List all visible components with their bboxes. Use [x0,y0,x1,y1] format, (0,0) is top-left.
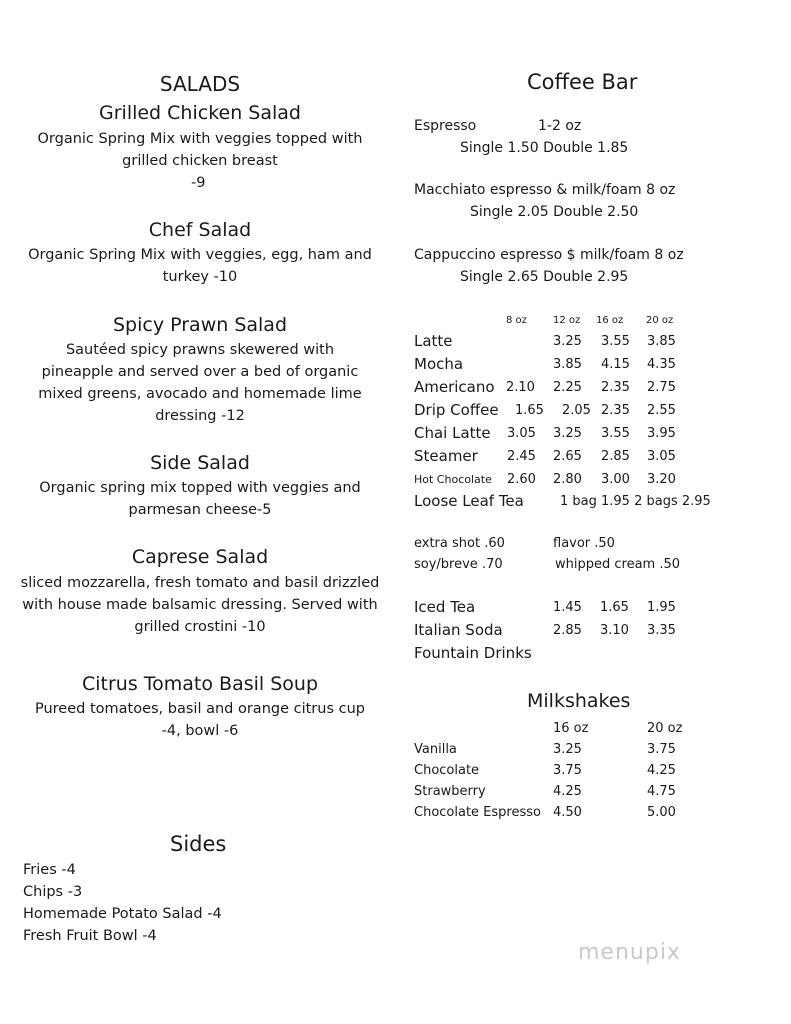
salad-title: Side Salad [150,452,250,474]
side-item: Fries -4 [23,862,76,878]
size-header: 16 oz [553,721,589,736]
drink-name: Drip Coffee [414,401,499,419]
soup-title: Citrus Tomato Basil Soup [81,673,318,695]
price: 3.85 [553,357,582,372]
price: 5.00 [647,805,676,820]
size-header: 20 oz [647,721,683,736]
price: 4.50 [553,805,582,820]
price: 4.15 [601,357,630,372]
price: 1.65 [600,600,629,615]
watermark: menupix [578,940,681,965]
price: 3.05 [647,449,676,464]
drink-name: Chai Latte [414,424,491,442]
drink-name: Hot Chocolate [414,473,492,486]
price: 3.25 [553,742,582,757]
price: 2.35 [601,403,630,418]
drink-name: Italian Soda [414,621,503,639]
price: 3.25 [553,426,582,441]
price: 1.65 [515,403,544,418]
price: 2.45 [507,449,536,464]
price: 4.25 [647,763,676,778]
price: 2.85 [553,623,582,638]
price: 2.75 [647,380,676,395]
price: 2.60 [507,472,536,487]
price: 4.25 [553,784,582,799]
price: 4.35 [647,357,676,372]
cappuccino-prices: Single 2.65 Double 2.95 [460,269,629,285]
extra-item: flavor .50 [553,536,615,551]
size-header: 20 oz [646,315,674,326]
espresso-name: Espresso [414,118,477,134]
price: 3.75 [553,763,582,778]
size-header: 8 oz [506,315,527,326]
price: 3.55 [601,334,630,349]
salad-desc: Organic Spring Mix with veggies topped with grilled chicken breast [37,131,363,169]
salad-title: Grilled Chicken Salad [99,102,301,124]
drink-name: Latte [414,332,453,350]
milkshake-name: Chocolate Espresso [414,805,541,820]
price: 3.00 [601,472,630,487]
espresso-size: 1-2 oz [538,118,582,134]
extra-item: soy/breve .70 [414,557,503,572]
extra-item: whipped cream .50 [555,557,681,572]
salad-desc: Sautéed spicy prawns skewered with pineapple and served over a bed of organic mixed greens, avocado and homemade lime dressing -12 [38,342,362,424]
price: 3.20 [647,472,676,487]
price: 2.35 [601,380,630,395]
price: 3.05 [507,426,536,441]
salads-header: SALADS [159,72,241,96]
extra-item: extra shot .60 [414,536,505,551]
drink-name: Iced Tea [414,598,476,616]
drink-name: Fountain Drinks [414,644,532,662]
price: 3.85 [647,334,676,349]
price: 3.95 [647,426,676,441]
espresso-prices: Single 1.50 Double 1.85 [460,140,629,156]
side-item: Fresh Fruit Bowl -4 [23,928,157,944]
price: 3.55 [601,426,630,441]
size-header: 12 oz [553,315,581,326]
drink-name: Americano [414,378,495,396]
loose-leaf-prices: 1 bag 1.95 2 bags 2.95 [560,494,711,509]
price: 1.45 [553,600,582,615]
sides-header: Sides [170,832,227,856]
price: 2.85 [601,449,630,464]
price: 2.80 [553,472,582,487]
salad-desc: sliced mozzarella, fresh tomato and basil drizzled with house made balsamic dressing. Served with grilled crostini -10 [20,575,380,635]
drink-name: Mocha [414,355,464,373]
price: 2.05 [562,403,591,418]
price: 2.10 [506,380,535,395]
macchiato-name: Macchiato espresso & milk/foam 8 oz [414,182,676,198]
soup-desc: Pureed tomatoes, basil and orange citrus cup -4, bowl -6 [34,701,365,739]
milkshakes-header: Milkshakes [527,690,631,712]
price: 1.95 [647,600,676,615]
salad-desc: Organic spring mix topped with veggies and parmesan cheese-5 [39,480,361,518]
salad-desc: Organic Spring Mix with veggies, egg, ham and turkey -10 [28,247,372,285]
drink-name: Steamer [414,447,478,465]
milkshake-name: Vanilla [414,742,457,757]
salad-price: -9 [191,175,206,191]
milkshake-name: Strawberry [414,784,486,799]
side-item: Homemade Potato Salad -4 [23,906,222,922]
price: 3.75 [647,742,676,757]
salad-title: Chef Salad [148,219,252,241]
salad-title: Caprese Salad [131,546,269,568]
price: 3.25 [553,334,582,349]
price: 3.35 [647,623,676,638]
cappuccino-name: Cappuccino espresso $ milk/foam 8 oz [414,247,684,263]
macchiato-prices: Single 2.05 Double 2.50 [470,204,639,220]
price: 2.65 [553,449,582,464]
price: 2.55 [647,403,676,418]
salad-title: Spicy Prawn Salad [112,314,287,336]
milkshake-name: Chocolate [414,763,480,778]
size-header: 16 oz [596,315,624,326]
price: 3.10 [600,623,629,638]
loose-leaf-name: Loose Leaf Tea [414,492,524,510]
price: 2.25 [553,380,582,395]
price: 4.75 [647,784,676,799]
coffee-bar-header: Coffee Bar [527,70,638,94]
side-item: Chips -3 [23,884,83,900]
